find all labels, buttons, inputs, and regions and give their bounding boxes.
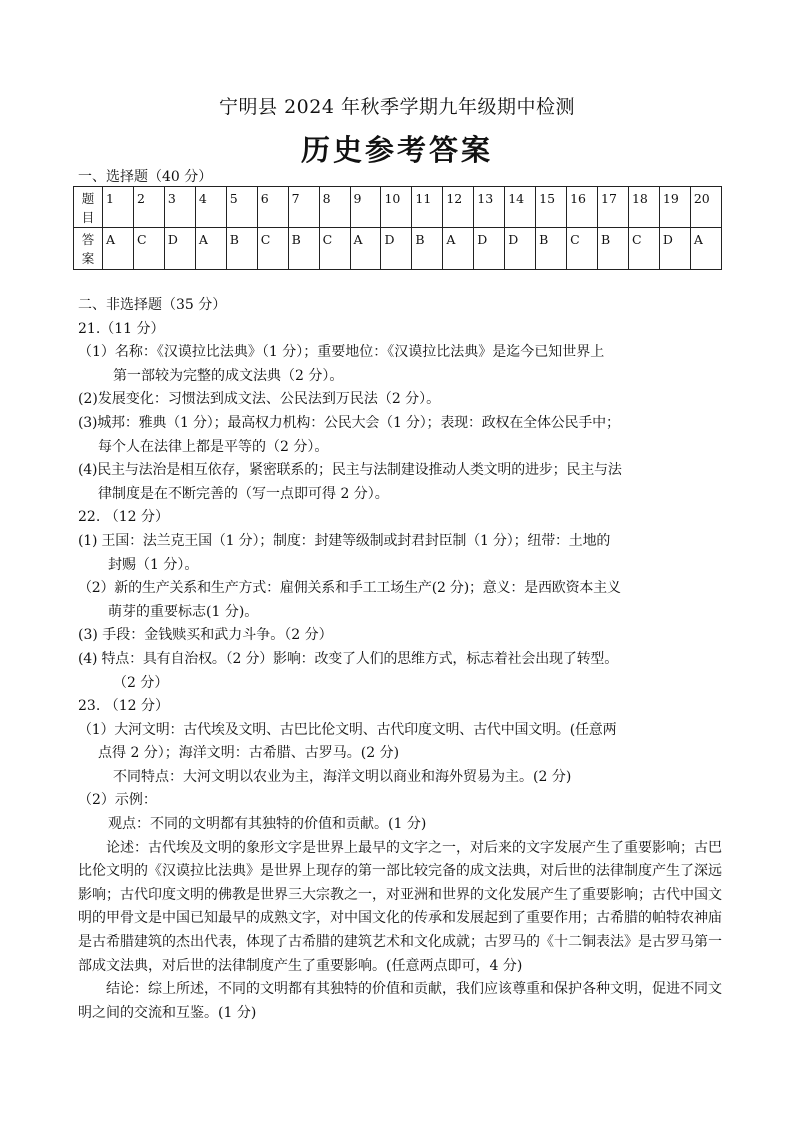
answer-cell: A: [195, 228, 226, 270]
question-number-cell: 15: [536, 187, 567, 228]
q23-argument: 论述：古代埃及文明的象形文字是世界上最早的文字之一，对后来的文字发展产生了重要影响；古巴比伦文明的《汉谟拉比法典》是世界上现存的第一部比较完备的成文法典，对后世的法律制度产生了深远影响；古代印度文明的佛教是世界三大宗教之一，对亚洲和世界的文化发展产生了重要影响；古代中国文明的甲骨文是中国已知最早的成熟文字，对中国文化的传承和发展起到了重要作用；古希腊的帕特农神庙是古希腊建筑的杰出代表，体现了古希腊的建筑艺术和文化成就；古罗马的《十二铜表法》是古罗马第一部成文法典，对后世的法律制度产生了重要影响。(任意两点即可，4 分): [78, 839, 722, 974]
question-number-cell: 2: [133, 187, 164, 228]
answer-cell: B: [412, 228, 443, 270]
answer-cell: C: [133, 228, 164, 270]
answer-cell: B: [598, 228, 629, 270]
answer-row: [74, 228, 722, 270]
question-number-cell: 10: [381, 187, 412, 228]
section2-body: [78, 294, 728, 1025]
question-number-cell: 6: [257, 187, 288, 228]
question-number-cell: 4: [195, 187, 226, 228]
q23-answer-1-cont: 点得 2 分）；海洋文明：古希腊、古罗马。(2 分): [98, 745, 400, 762]
q23-conclusion: 结论：综上所述，不同的文明都有其独特的价值和贡献，我们应该尊重和保护各种文明，促进不同文明之间的交流和互鉴。(1 分): [78, 981, 722, 1021]
question-number-cell: 16: [567, 187, 598, 228]
answer-cell: A: [690, 228, 721, 270]
q23-answer-1-feature: 不同特点：大河文明以农业为主，海洋文明以商业和海外贸易为主。(2 分): [113, 768, 572, 785]
q22-answer-2-cont: 萌芽的重要标志(1 分)。: [108, 603, 259, 620]
q21-answer-3-cont: 每个人在法律上都是平等的（2 分）。: [98, 438, 329, 455]
section1-heading: 一、选择题（40 分）: [78, 169, 213, 185]
answer-cell: C: [567, 228, 598, 270]
question-number-cell: 20: [690, 187, 721, 228]
answer-cell: A: [350, 228, 381, 270]
q23-heading: 23. （12 分）: [78, 698, 169, 715]
q23-answer-2-heading: （2）示例：: [78, 792, 157, 809]
row-label-question: 题目: [74, 187, 103, 228]
answer-cell: B: [536, 228, 567, 270]
exam-title: 宁明县 2024 年秋季学期九年级期中检测: [219, 96, 575, 118]
q23-viewpoint: 观点：不同的文明都有其独特的价值和贡献。(1 分): [108, 816, 427, 833]
answer-table: [73, 186, 722, 270]
q21-answer-4-cont: 律制度是在不断完善的（写一点即可得 2 分）。: [98, 485, 389, 502]
page-title: 历史参考答案: [300, 133, 493, 167]
answer-cell: D: [474, 228, 505, 270]
question-number-cell: 17: [598, 187, 629, 228]
q21-answer-1-cont: 第一部较为完整的成文法典（2 分）。: [113, 367, 344, 384]
answer-cell: C: [257, 228, 288, 270]
q22-answer-4: (4) 特点：具有自治权。（2 分）影响：改变了人们的思维方式，标志着社会出现了转型。: [78, 650, 619, 667]
q21-answer-1: （1）名称：《汉谟拉比法典》（1 分）；重要地位：《汉谟拉比法典》是迄今已知世界上: [78, 344, 605, 361]
answer-cell: C: [319, 228, 350, 270]
answer-cell: B: [226, 228, 257, 270]
section2-heading: 二、非选择题（35 分）: [78, 297, 227, 313]
q21-heading: 21.（11 分）: [78, 320, 165, 337]
q22-answer-4-cont: （2 分）: [113, 674, 169, 691]
answer-cell: D: [505, 228, 536, 270]
question-number-cell: 13: [474, 187, 505, 228]
answer-cell: A: [443, 228, 474, 270]
q22-answer-1: (1) 王国：法兰克王国（1 分）；制度：封建等级制或封君封臣制（1 分）；纽带：土地的: [78, 532, 611, 549]
answer-cell: A: [103, 228, 134, 270]
question-number-row: [74, 187, 722, 228]
question-number-cell: 9: [350, 187, 381, 228]
row-label-answer: 答案: [74, 228, 103, 270]
question-number-cell: 12: [443, 187, 474, 228]
question-number-cell: 8: [319, 187, 350, 228]
q21-answer-4: (4)民主与法治是相互依存，紧密联系的；民主与法制建设推动人类文明的进步；民主与法: [78, 462, 622, 479]
question-number-cell: 7: [288, 187, 319, 228]
question-number-cell: 19: [659, 187, 690, 228]
question-number-cell: 3: [164, 187, 195, 228]
q22-heading: 22. （12 分）: [78, 509, 169, 526]
answer-cell: D: [381, 228, 412, 270]
answer-cell: B: [288, 228, 319, 270]
q22-answer-1-cont: 封赐（1 分）。: [108, 556, 199, 573]
question-number-cell: 14: [505, 187, 536, 228]
question-number-cell: 11: [412, 187, 443, 228]
question-number-cell: 18: [628, 187, 659, 228]
question-number-cell: 5: [226, 187, 257, 228]
answer-cell: C: [628, 228, 659, 270]
q23-answer-1: （1）大河文明：古代埃及文明、古巴比伦文明、古代印度文明、古代中国文明。(任意两: [78, 721, 617, 738]
answer-cell: D: [164, 228, 195, 270]
question-number-cell: 1: [103, 187, 134, 228]
q22-answer-2: （2）新的生产关系和生产方式：雇佣关系和手工工场生产(2 分)；意义：是西欧资本主义: [78, 580, 621, 597]
q22-answer-3: (3) 手段：金钱赎买和武力斗争。（2 分）: [78, 627, 333, 644]
q21-answer-3: (3)城邦：雅典（1 分）；最高权力机构：公民大会（1 分）；表现：政权在全体公民手中；: [78, 414, 620, 431]
q21-answer-2: (2)发展变化：习惯法到成文法、公民法到万民法（2 分）。: [78, 391, 441, 408]
answer-cell: D: [659, 228, 690, 270]
